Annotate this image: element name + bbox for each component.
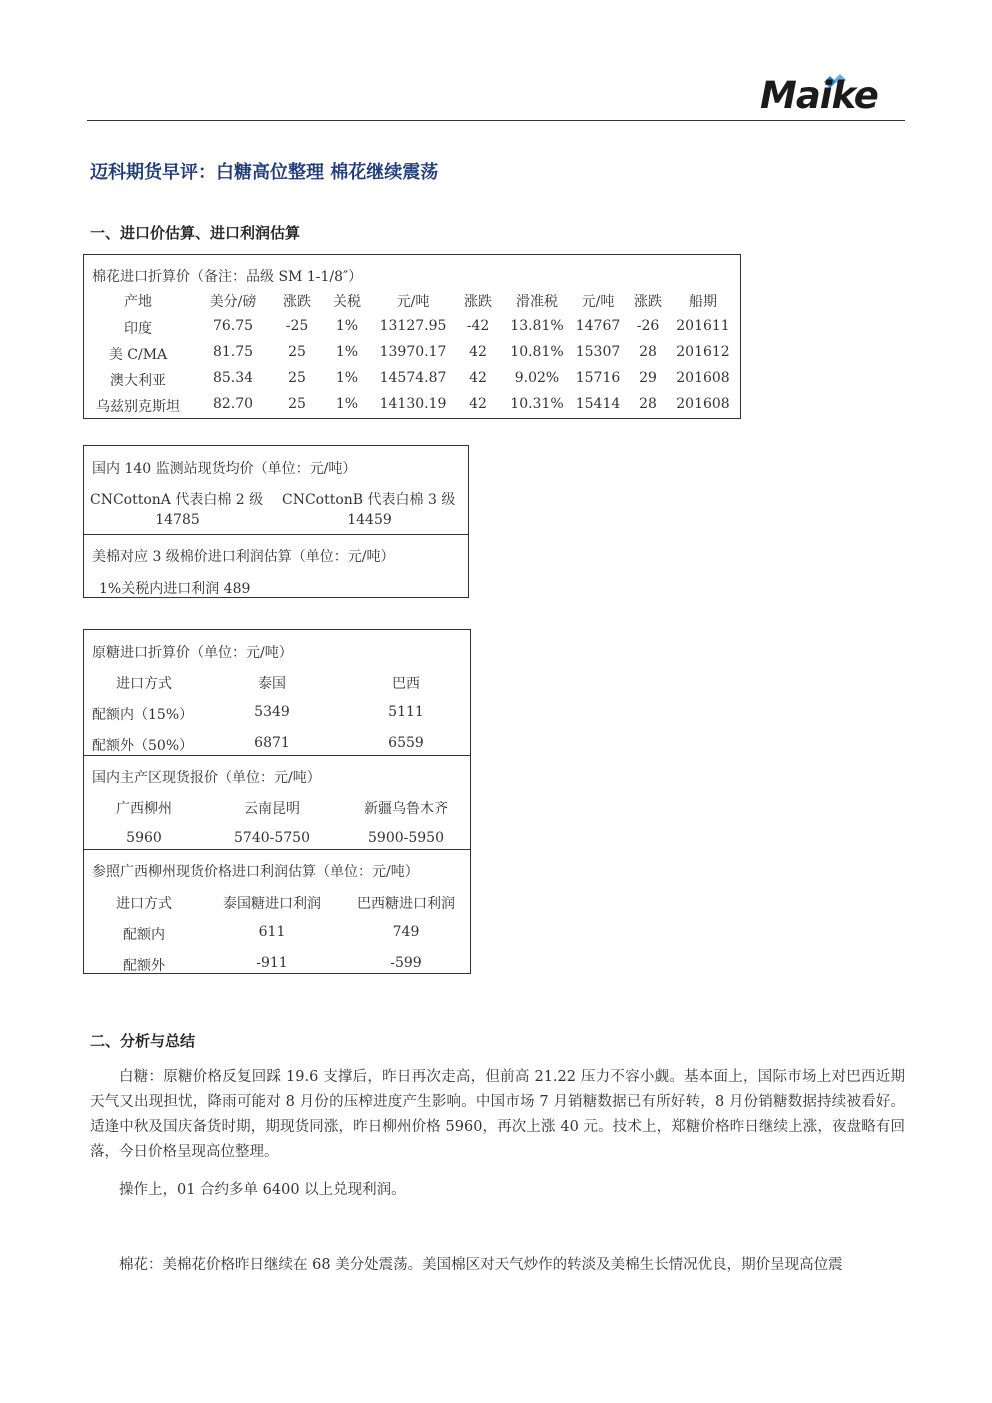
table-cell: 14574.87 (379, 370, 447, 386)
table-cell: 42 (469, 344, 487, 360)
table-cell: 201608 (676, 370, 730, 386)
table-cell: 配额外（50%） (92, 738, 194, 754)
col-header: 广西柳州 (116, 801, 172, 817)
section-heading-1: 一、进口价估算、进口利润估算 (90, 224, 301, 242)
paragraph-operation: 操作上，01 合约多单 6400 以上兑现利润。 (119, 1182, 406, 1198)
table-cell: 5349 (254, 704, 290, 720)
table-cell: 5740-5750 (234, 830, 310, 846)
table-cell: 15307 (575, 344, 621, 360)
box-divider (84, 755, 470, 756)
table-cell: -599 (390, 955, 422, 971)
paragraph-sugar: 白糖：原糖价格反复回踩 19.6 支撑后，昨日再次走高，但前高 21.22 压力不容小觑。基本面上，国际市场上对巴西近期天气又出现担忧，降雨可能对 8 月份的压榨进度产生影响。中国市场 7 月销糖数据已有所好转，8 月份销糖数据持续被看好。适逢中秋及国庆备货时期，期现货同涨，昨日柳州价格 5960，再次上涨 40 元。技术上，郑糖价格昨日继续上涨，夜盘略有回落，今日价格呈现高位整理。 (90, 1069, 905, 1160)
box-divider (84, 849, 470, 850)
col-header: 元/吨 (581, 294, 615, 310)
table-cell: 25 (288, 396, 306, 412)
table-cell: 10.81% (510, 344, 564, 360)
table-cell: 15716 (575, 370, 621, 386)
table-cell: 10.31% (510, 396, 564, 412)
table-cell: 9.02% (514, 370, 560, 386)
table-cell: 5900-5950 (368, 830, 444, 846)
col-header: 泰国 (258, 676, 286, 692)
table-cell: 6871 (254, 735, 290, 751)
table-cell: -26 (636, 318, 660, 334)
table-cell: 25 (288, 370, 306, 386)
table-cell: 42 (469, 370, 487, 386)
table-cell: 美 C/MA (108, 347, 168, 363)
col-header: 涨跌 (283, 294, 311, 310)
cotton-import-caption: 棉花进口折算价（备注：品级 SM 1-1/8″） (92, 269, 363, 285)
table-cell: 1% (335, 370, 359, 386)
col-header: 滑准税 (516, 294, 558, 310)
table-cell: 42 (469, 396, 487, 412)
table-cell: 201612 (676, 344, 730, 360)
table-cell: 13.81% (510, 318, 564, 334)
cncotton-a-label: CNCottonA 代表白棉 2 级 (90, 492, 264, 508)
table-cell: 201608 (676, 396, 730, 412)
table-cell: 14767 (575, 318, 621, 334)
col-header: 元/吨 (396, 294, 430, 310)
paragraph-cotton: 棉花：美棉花价格昨日继续在 68 美分处震荡。美国棉区对天气炒作的转淡及美棉生长情况优良，期价呈现高位震 (119, 1257, 843, 1273)
table-cell: -42 (466, 318, 490, 334)
sugar-profit-caption: 参照广西柳州现货价格进口利润估算（单位：元/吨） (92, 864, 419, 880)
cotton-import-table (83, 254, 741, 419)
table-cell: 25 (288, 344, 306, 360)
table-cell: 配额内（15%） (92, 707, 194, 723)
table-cell: -25 (285, 318, 309, 334)
sugar-box (83, 629, 471, 974)
table-cell: 配额内 (123, 927, 165, 943)
table-cell: 乌兹别克斯坦 (96, 399, 180, 415)
col-header: 船期 (689, 294, 717, 310)
table-cell: 15414 (575, 396, 621, 412)
table-cell: 14130.19 (379, 396, 447, 412)
col-header: 关税 (333, 294, 361, 310)
header-rule (87, 120, 905, 121)
col-header: 巴西 (392, 676, 420, 692)
table-cell: 13970.17 (379, 344, 447, 360)
col-header: 进口方式 (116, 676, 172, 692)
table-cell: 28 (639, 396, 657, 412)
section-heading-2: 二、分析与总结 (90, 1032, 196, 1050)
cotton-profit-text: 1%关税内进口利润 489 (99, 581, 251, 597)
col-header: 产地 (124, 294, 152, 310)
table-cell: 印度 (124, 321, 152, 337)
table-cell: 6559 (388, 735, 424, 751)
col-header: 涨跌 (464, 294, 492, 310)
domestic-cotton-box (83, 445, 469, 598)
table-cell: 5960 (126, 830, 162, 846)
table-cell: 85.34 (212, 370, 254, 386)
table-cell: 配额外 (123, 958, 165, 974)
table-cell: -911 (256, 955, 288, 971)
table-cell: 76.75 (212, 318, 254, 334)
col-header: 云南昆明 (244, 801, 300, 817)
table-cell: 611 (258, 924, 286, 940)
cotton-profit-caption: 美棉对应 3 级棉价进口利润估算（单位：元/吨） (92, 549, 395, 565)
col-header: 美分/磅 (209, 294, 257, 310)
logo-text: Maike (760, 74, 878, 117)
table-cell: 29 (639, 370, 657, 386)
table-cell: 81.75 (212, 344, 254, 360)
table-cell: 1% (335, 396, 359, 412)
table-cell: 1% (335, 318, 359, 334)
cncotton-b-value: 14459 (347, 512, 392, 528)
maike-logo (760, 74, 900, 118)
table-cell: 749 (392, 924, 420, 940)
table-cell: 82.70 (212, 396, 254, 412)
page-title: 迈科期货早评：白糖高位整理 棉花继续震荡 (90, 162, 439, 183)
cncotton-a-value: 14785 (155, 512, 200, 528)
col-header: 涨跌 (634, 294, 662, 310)
col-header: 进口方式 (116, 896, 172, 912)
table-cell: 1% (335, 344, 359, 360)
table-cell: 澳大利亚 (110, 373, 166, 389)
cncotton-b-label: CNCottonB 代表白棉 3 级 (282, 492, 456, 508)
col-header: 巴西糖进口利润 (357, 896, 455, 912)
table-cell: 5111 (388, 704, 424, 720)
sugar-spot-caption: 国内主产区现货报价（单位：元/吨） (92, 770, 321, 786)
table-cell: 28 (639, 344, 657, 360)
table-cell: 201611 (676, 318, 730, 334)
domestic-cotton-caption: 国内 140 监测站现货均价（单位：元/吨） (92, 461, 357, 477)
sugar-import-caption: 原糖进口折算价（单位：元/吨） (92, 645, 293, 661)
col-header: 新疆乌鲁木齐 (364, 801, 448, 817)
table-cell: 13127.95 (379, 318, 447, 334)
box-divider (84, 534, 468, 535)
col-header: 泰国糖进口利润 (223, 896, 321, 912)
